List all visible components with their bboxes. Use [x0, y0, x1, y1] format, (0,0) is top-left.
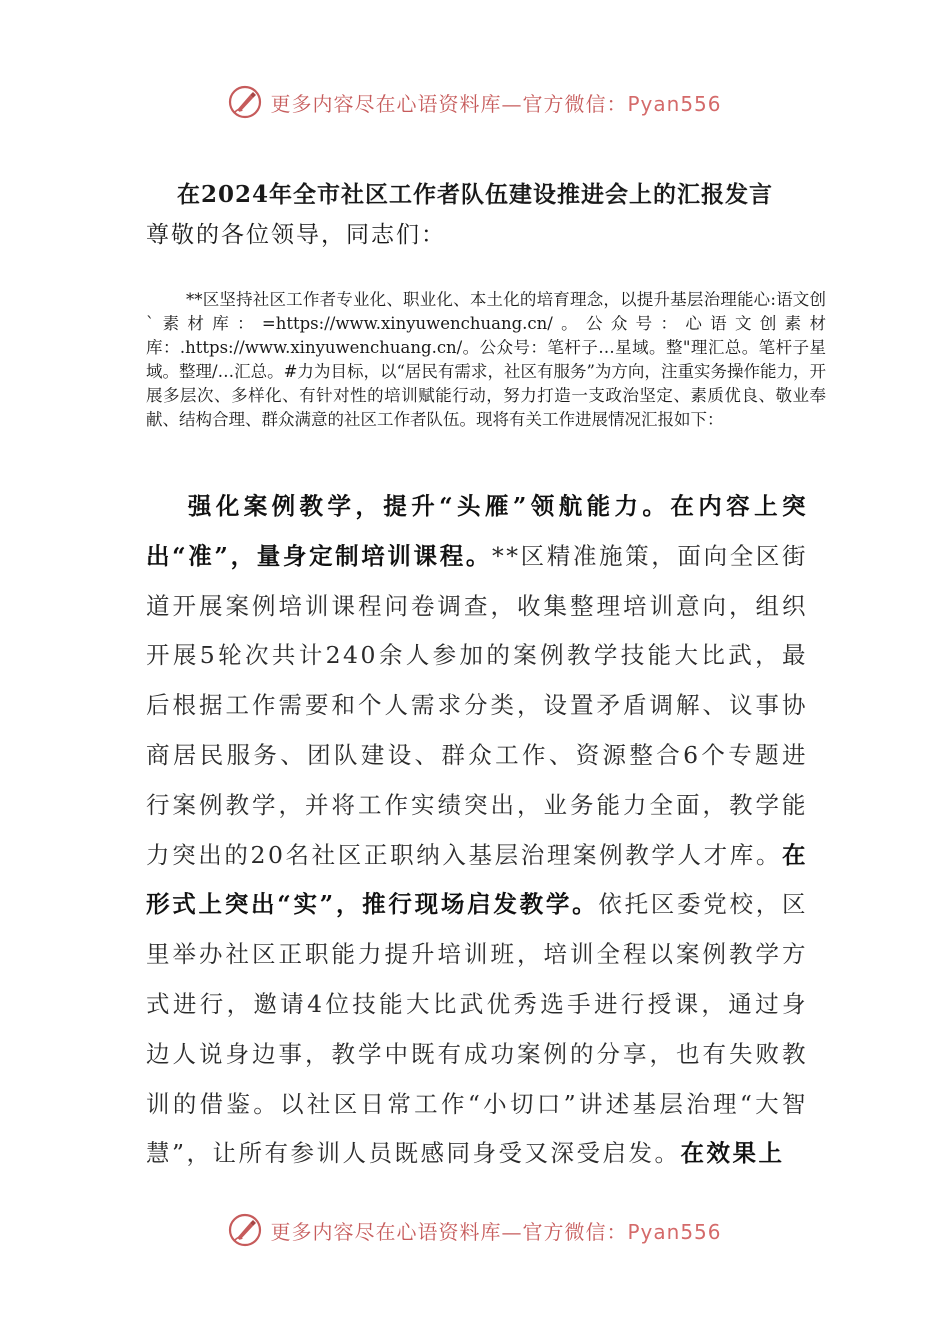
footer-banner — [0, 1210, 950, 1250]
header-banner — [0, 82, 950, 122]
salutation: 尊敬的各位领导，同志们： — [146, 222, 446, 248]
subheading: 在效果上 — [680, 1139, 785, 1168]
paragraph-text: 依托区委党校，区里举办社区正职能力提升培训班，培训全程以案例教学方式进行，邀请4位技能大比武优秀选手进行授课，通过身边人说身边事，教学中既有成功案例的分享，也有失败教训的借鉴。以社区日常工作“小切口”讲述基层治理“大智慧”，让所有参训人员既感同身受又深受启发。 — [146, 890, 808, 1168]
banner-text: 更多内容尽在心语资料库—官方微信：Pyan556 — [270, 91, 722, 116]
subheading: 在形式上突出“实”，推行现场启发教学。 — [146, 840, 808, 919]
section-heading: 强化案例教学，提升“头雁”领航能力。在内容上突出“准”，量身定制培训课程。 — [146, 492, 808, 570]
pen-logo-icon — [228, 1213, 262, 1247]
body-paragraph — [146, 482, 808, 1179]
pen-logo-icon — [228, 85, 262, 119]
wechat-id: Pyan556 — [627, 91, 722, 116]
intro-paragraph: **区坚持社区工作者专业化、职业化、本土化的培育理念，以提升基层治理能心:语文创`素材库：=https://www.xinyuwenchuang.cn/。公众号：心语文创素材库：.https://www.xinyuwenchuang.cn/。公众号：笔杆子…星域。整"理汇总。笔杆子星域。整理/…汇总。#力为目标，以“居民有需求，社区有服务”为方向，注重实务操作能力，开展多层次、多样化、有针对性的培训赋能行动，努力打造一支政治坚定、素质优良、敬业奉献、结构合理、群众满意的社区工作者队伍。现将有关工作进展情况汇报如下： — [146, 290, 826, 429]
document-title: 在2024年全市社区工作者队伍建设推进会上的汇报发言 — [176, 181, 773, 208]
banner-text: 更多内容尽在心语资料库—官方微信：Pyan556 — [270, 1219, 722, 1244]
wechat-id: Pyan556 — [627, 1219, 722, 1244]
paragraph-text: **区精准施策，面向全区街道开展案例培训课程问卷调查，收集整理培训意向，组织开展5轮次共计240余人参加的案例教学技能大比武，最后根据工作需要和个人需求分类，设置矛盾调解、议事协商居民服务、团队建设、群众工作、资源整合6个专题进行案例教学，并将工作实绩突出，业务能力全面，教学能力突出的20名社区正职纳入基层治理案例教学人才库。 — [146, 541, 808, 869]
